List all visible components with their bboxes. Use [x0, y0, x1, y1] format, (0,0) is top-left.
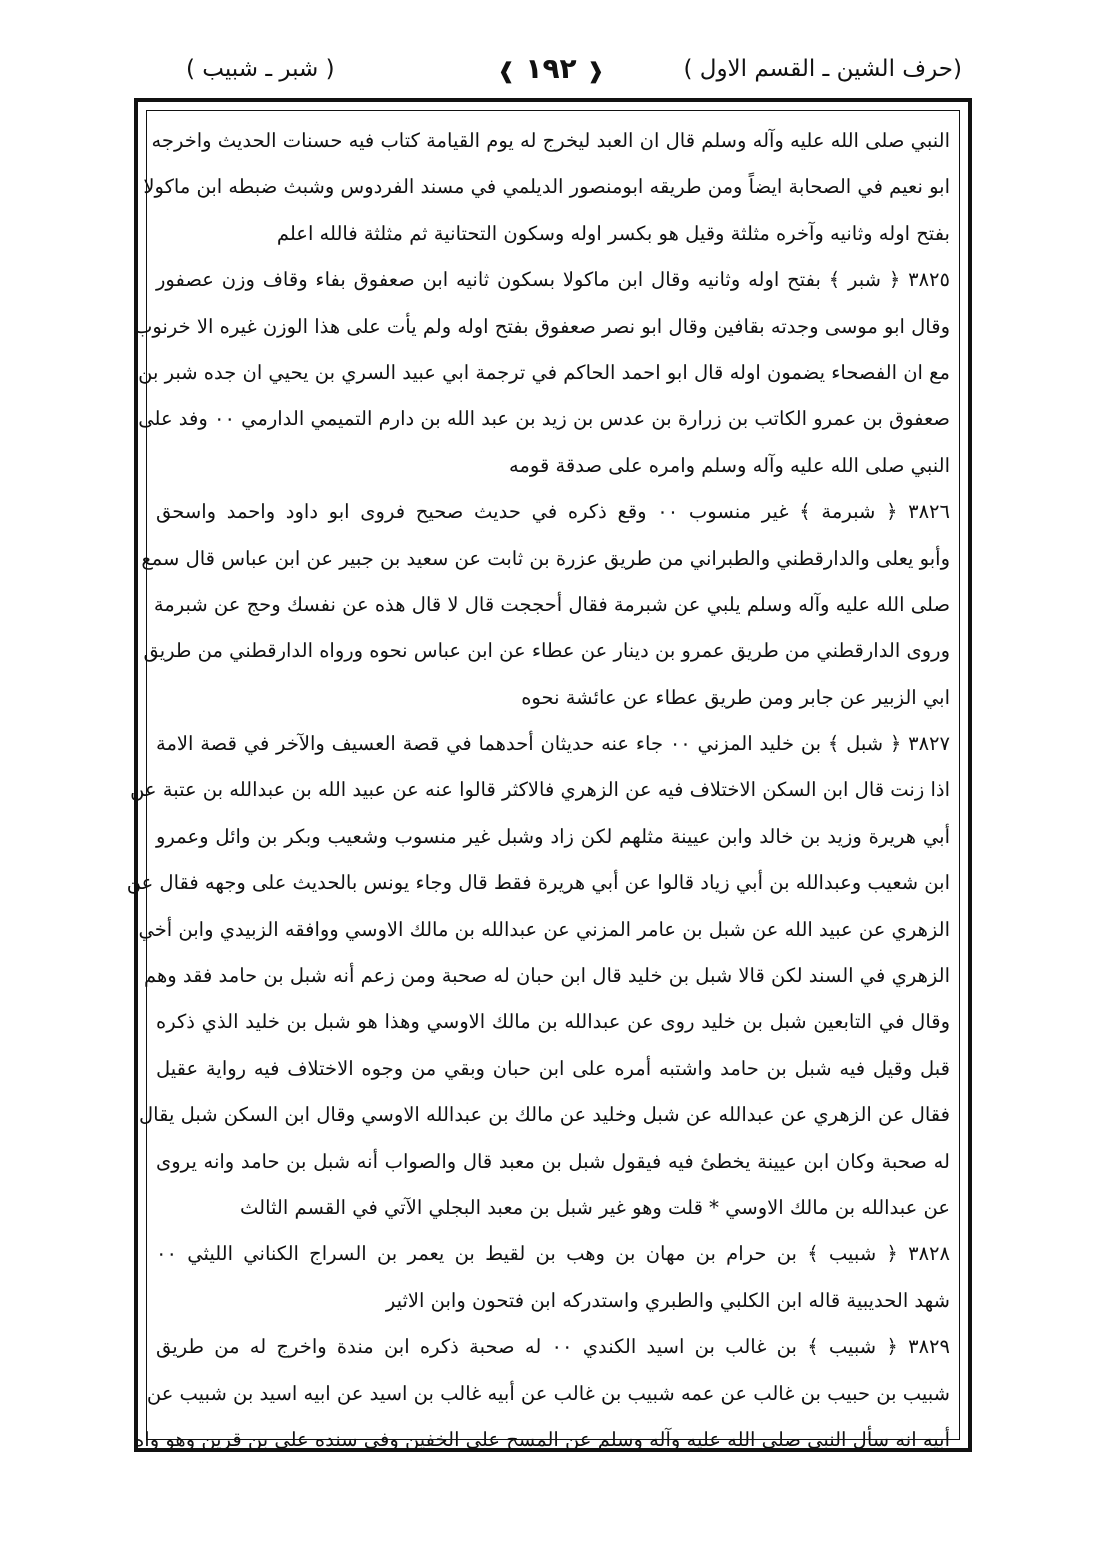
text-line: النبي صلى الله عليه وآله وسلم قال ان العبد ليخرج له يوم القيامة كتاب فيه حسنات الحديث واخرجه — [151, 129, 950, 152]
text-line: الزهري في السند لكن قالا شبل بن خليد قال ابن حبان له صحبة ومن زعم أنه شبل بن حامد فقد وهم — [144, 964, 950, 988]
text-line: اذا زنت قال ابن السكن الاختلاف فيه عن الزهري فالاكثر قالوا عنه عن عبيد الله بن عبدالله بن عتبة عن — [130, 778, 950, 802]
text-line: عن عبدالله بن مالك الاوسي * قلت وهو غير شبل بن معبد البجلي الآتي في القسم الثالث — [240, 1195, 950, 1219]
text-line: بفتح اوله وثانيه وآخره مثلثة وقيل هو بكسر اوله وسكون التحتانية ثم مثلثة فالله اعلم — [276, 221, 950, 245]
page-body — [126, 118, 951, 1463]
text-line: النبي صلى الله عليه وآله وسلم وامره على صدقة قومه — [508, 453, 950, 477]
entry-3828-heading: ٣٨٢٨ ﴿ شبيب ﴾ بن حرام بن مهان بن وهب بن لقيط بن يعمر بن السراج الكناني الليثي ٠٠ — [156, 1242, 950, 1266]
entry-3829-heading: ٣٨٢٩ ﴿ شبيب ﴾ بن غالب بن اسيد الكندي ٠٠ له صحبة ذكره ابن مندة واخرج له من طريق — [156, 1335, 950, 1359]
ornament-open-icon: ❰ — [586, 59, 605, 84]
text-line: ابن شعيب وعبدالله بن أبي زياد قالوا عن أبي هريرة فقط قال وجاء يونس بالحديث على وجهه فقال عن — [126, 871, 950, 895]
text-line: قبل وقيل فيه شبل بن حامد واشتبه أمره على ابن حبان وبقي من وجوه الاختلاف فيه رواية عقيل — [156, 1056, 950, 1080]
text-line: ابي الزبير عن جابر ومن طريق عطاء عن عائشة نحوه — [521, 685, 950, 709]
text-line: أبيه انه سأل النبي صلى الله عليه وآله وسلم عن المسح على الخفين وفي سنده علي بن قرين وهو واه — [134, 1427, 950, 1451]
entry-3825-heading: ٣٨٢٥ ﴿ شبر ﴾ بفتح اوله وثانيه وقال ابن ماكولا بسكون ثانيه ابن صعفوق بفاء وقاف وزن عصفور — [156, 268, 950, 292]
text-line: شبيب بن حبيب بن غالب عن عمه شبيب بن غالب عن أبيه غالب بن اسيد عن ابيه اسيد بن شبيب عن — [146, 1381, 950, 1405]
text-line: وأبو يعلى والدارقطني والطبراني من طريق عزرة بن ثابت عن سعيد بن جبير عن ابن عباس قال سمع — [141, 546, 950, 570]
text-line: فقال عن الزهري عن عبدالله عن شبل وخليد عن مالك بن عبدالله الاوسي وقال ابن السكن شبل يقال — [139, 1103, 950, 1127]
entry-3827-heading: ٣٨٢٧ ﴿ شبل ﴾ بن خليد المزني ٠٠ جاء عنه حديثان أحدهما في قصة العسيف والآخر في قصة الامة — [156, 732, 950, 756]
text-line: وقال ابو موسى وجدته بقافين وقال ابو نصر صعفوق بفتح اوله ولم يأت على هذا الوزن غيره الا خرنوب — [134, 314, 950, 338]
ornament-close-icon: ❱ — [497, 59, 516, 84]
text-line: وقال في التابعين شبل بن خليد روى عن عبدالله بن مالك الاوسي وهذا هو شبل بن خليد الذي ذكره — [156, 1010, 950, 1034]
page-number-block — [486, 52, 616, 85]
entry-3826-heading: ٣٨٢٦ ﴿ شبرمة ﴾ غير منسوب ٠٠ وقع ذكره في حديث صحيح فروى ابو داود واحمد واسحق — [156, 500, 951, 524]
entry-range-title: ( شبر ـ شبيب ) — [186, 56, 335, 82]
text-line: أبي هريرة وزيد بن خالد وابن عيينة مثلهم لكن زاد وشبل غير منسوب وشعيب وبكر بن وائل وعمرو — [156, 824, 950, 848]
text-line: مع ان الفصحاء يضمون اوله قال ابو احمد الحاكم في ترجمة ابي عبيد السري بن يحيي ان جده شبر بن — [138, 360, 950, 384]
text-line: شهد الحديبية قاله ابن الكلبي والطبري واستدركه ابن فتحون وابن الاثير — [385, 1288, 950, 1312]
text-line: وروى الدارقطني من طريق عمرو بن دينار عن عطاء عن ابن عباس نحوه ورواه الدارقطني من طريق — [143, 639, 950, 663]
page-header — [150, 44, 962, 104]
text-line: الزهري عن عبيد الله عن شبل بن عامر المزني عن عبدالله بن مالك الاوسي ووافقه الزبيدي وابن أخي — [138, 917, 950, 941]
text-line: صعفوق بن عمرو الكاتب بن زرارة بن عدس بن زيد بن عبد الله بن دارم التميمي الدارمي ٠٠ وفد على — [138, 407, 950, 431]
section-title: (حرف الشين ـ القسم الاول ) — [683, 56, 962, 82]
page-number: ١٩٢ — [525, 52, 577, 85]
text-line: له صحبة وكان ابن عيينة يخطئ فيه فيقول شبل بن معبد قال والصواب أنه شبل بن حامد وانه يروى — [156, 1149, 950, 1173]
text-line: ابو نعيم في الصحابة ايضاً ومن طريقه ابومنصور الديلمي في مسند الفردوس وشبث ضبطه ابن ماكولا — [143, 175, 950, 199]
text-line: صلى الله عليه وآله وسلم يلبي عن شبرمة فقال أحججت قال لا قال هذه عن نفسك وحج عن شبرمة — [153, 592, 950, 616]
